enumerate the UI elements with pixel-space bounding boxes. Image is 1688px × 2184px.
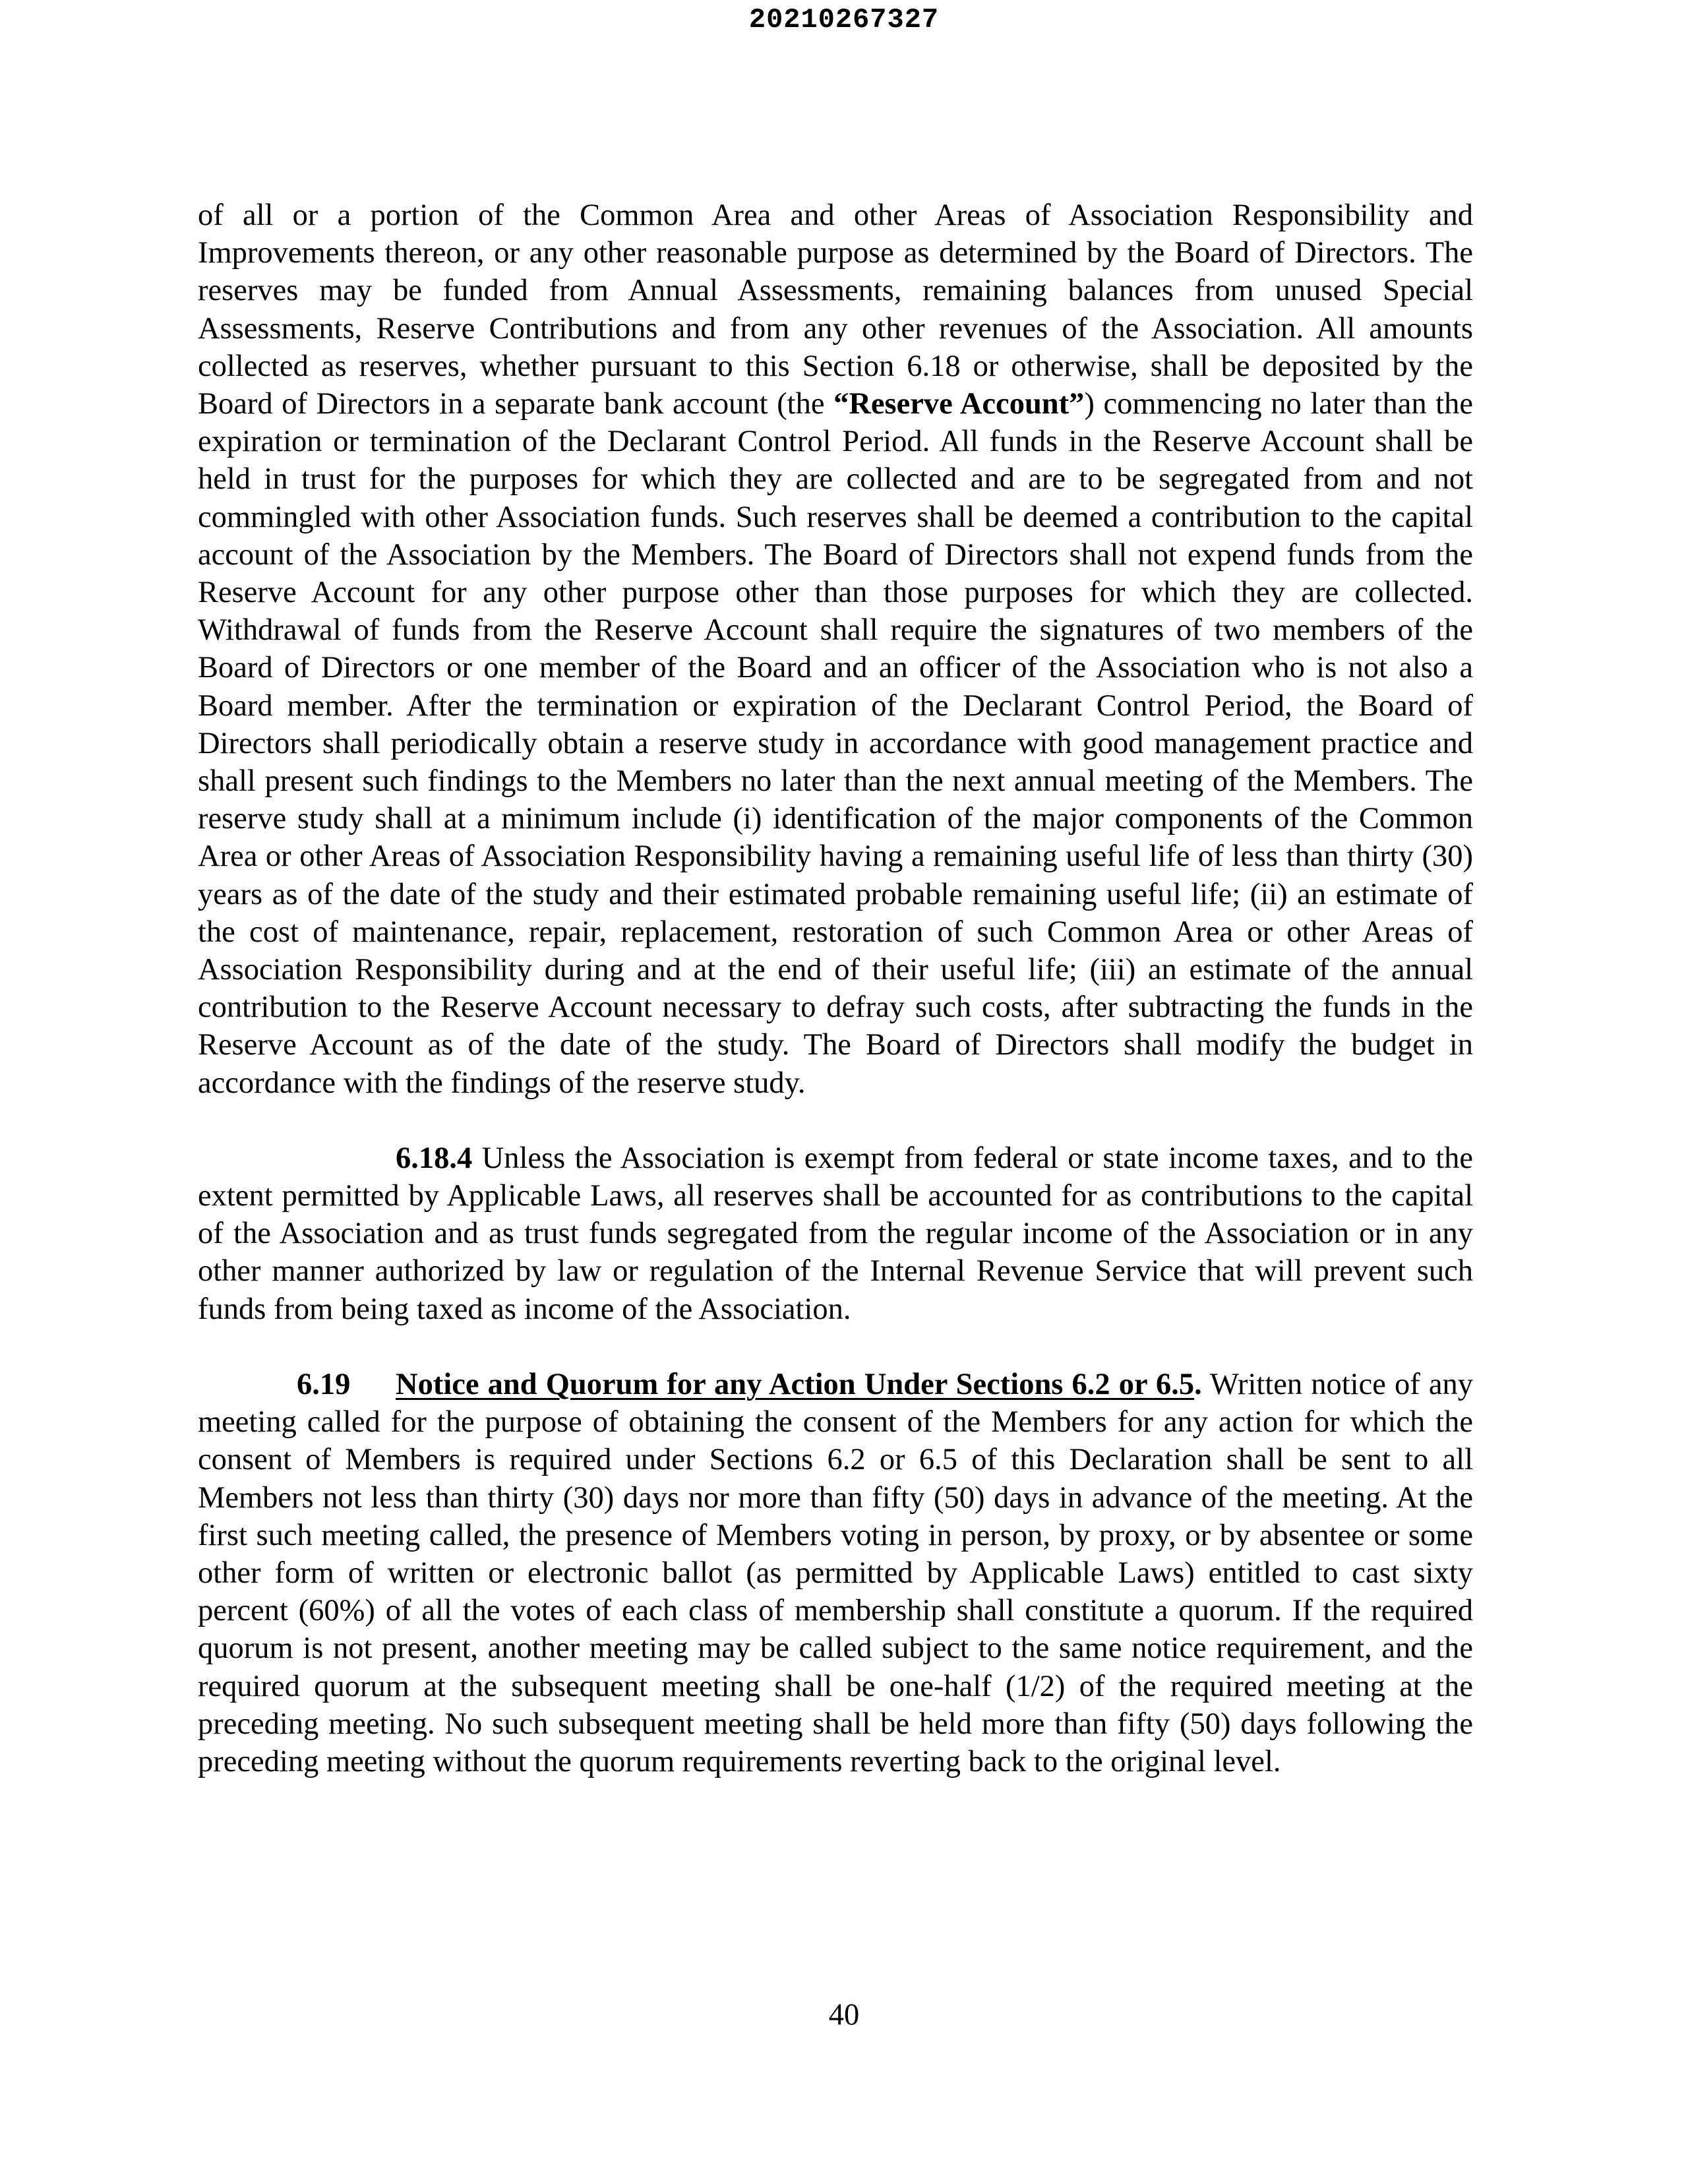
- reserve-paragraph-text-start: of all or a portion of the Common Area and other Areas of Association Responsibility and Improvements thereon, or any other reasonable purpose as determined by the Board of Directors. The reserves may be funded from Annual Assessments, remaining balances from unused Special Assessments, Reserve Contributions and from any other revenues of the Association. All amounts collected as reserves, whether pursuant to this Section 6.18 or otherwise, shall be deposited by the Board of Directors in a separate bank account (the: [198, 198, 1473, 421]
- section-6-18-4-text: Unless the Association is exempt from federal or state income taxes, and to the extent permitted by Applicable Laws, all reserves shall be accounted for as contributions to the capital of the Association and as trust funds segregated from the regular income of the Association or in any other manner authorized by law or regulation of the Internal Revenue Service that will prevent such funds from being taxed as income of the Association.: [198, 1141, 1473, 1326]
- document-number-header: 20210267327: [748, 4, 940, 36]
- section-6-19-paragraph: [198, 1366, 1473, 1780]
- page-number: 40: [828, 1998, 860, 2032]
- section-6-19-number: 6.19: [297, 1367, 351, 1401]
- section-6-19-heading: Notice and Quorum for any Action Under Sections 6.2 or 6.5: [396, 1367, 1195, 1401]
- section-6-19-heading-period: .: [1194, 1367, 1202, 1401]
- section-6-19-text: Written notice of any meeting called for the purpose of obtaining the consent of the Members for any action for which the consent of Members is required under Sections 6.2 or 6.5 of this Declaration shall be sent to all Members not less than thirty (30) days nor more than fifty (50) days in advance of the meeting. At the first such meeting called, the presence of Members voting in person, by proxy, or by absentee or some other form of written or electronic ballot (as permitted by Applicable Laws) entitled to cast sixty percent (60%) of all the votes of each class of membership shall constitute a quorum. If the required quorum is not present, another meeting may be called subject to the same notice requirement, and the required quorum at the subsequent meeting shall be one-half (1/2) of the required meeting at the preceding meeting. No such subsequent meeting shall be held more than fifty (50) days following the preceding meeting without the quorum requirements reverting back to the original level.: [198, 1367, 1473, 1778]
- paragraph-spacer: [198, 1328, 1473, 1366]
- paragraph-spacer: [198, 1102, 1473, 1139]
- reserve-paragraph-text-end: ) commencing no later than the expiration or termination of the Declarant Control Period. All funds in the Reserve Account shall be held in trust for the purposes for which they are collected and are to be segregated from and not commingled with other Association funds. Such reserves shall be deemed a contribution to the capital account of the Association by the Members. The Board of Directors shall not expend funds from the Reserve Account for any other purpose other than those purposes for which they are collected. Withdrawal of funds from the Reserve Account shall require the signatures of two members of the Board of Directors or one member of the Board and an officer of the Association who is not also a Board member. After the termination or expiration of the Declarant Control Period, the Board of Directors shall periodically obtain a reserve study in accordance with good management practice and shall present such findings to the Members no later than the next annual meeting of the Members. The reserve study shall at a minimum include (i) identification of the major components of the Common Area or other Areas of Association Responsibility having a remaining useful life of less than thirty (30) years as of the date of the study and their estimated probable remaining useful life; (ii) an estimate of the cost of maintenance, repair, replacement, restoration of such Common Area or other Areas of Association Responsibility during and at the end of their useful life; (iii) an estimate of the annual contribution to the Reserve Account necessary to defray such costs, after subtracting the funds in the Reserve Account as of the date of the study. The Board of Directors shall modify the budget in accordance with the findings of the reserve study.: [198, 387, 1473, 1100]
- section-6-18-4-paragraph: [198, 1139, 1473, 1328]
- section-6-18-4-number: 6.18.4: [396, 1141, 473, 1175]
- document-body: [198, 197, 1473, 1780]
- reserve-account-defined-term: “Reserve Account”: [833, 387, 1085, 421]
- reserve-funds-paragraph: [198, 197, 1473, 1102]
